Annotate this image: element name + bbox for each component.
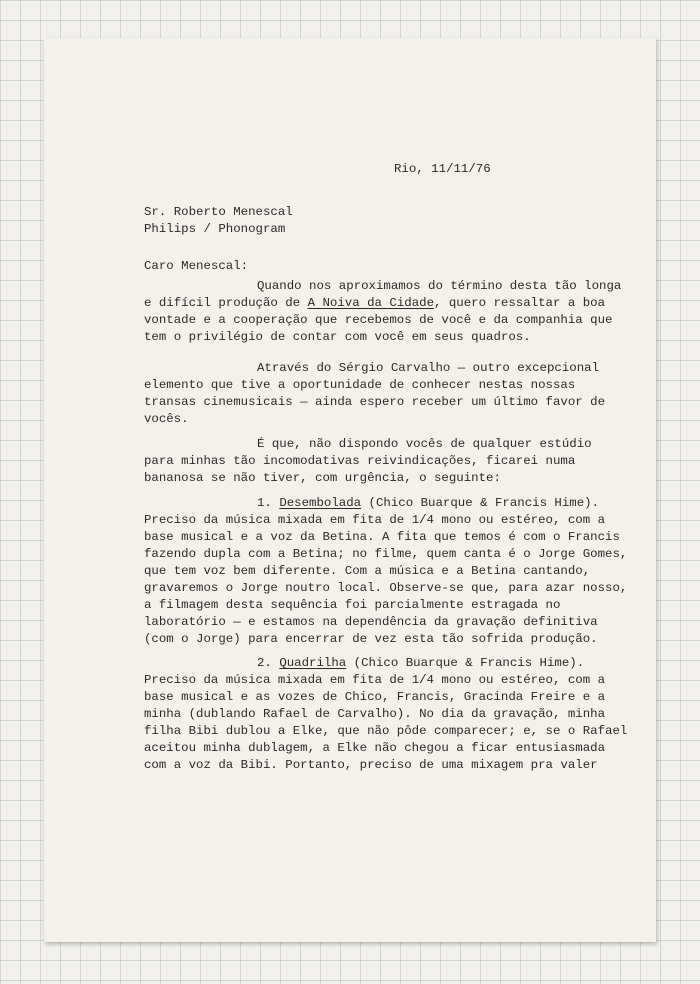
item1-line: base musical e a voz da Betina. A fita que temos é com o Francis	[144, 530, 620, 544]
item1-line: que tem voz bem diferente. Com a música e a Betina cantando,	[144, 564, 591, 578]
tape-width: 1/4	[411, 673, 434, 687]
item2-line: com a voz da Bibi. Portanto, preciso de uma mixagem pra valer	[144, 758, 598, 772]
salutation: Caro Menescal:	[144, 259, 249, 273]
tape-width: 1/4	[411, 513, 434, 527]
item2-line: base musical e as vozes de Chico, Francis, Gracinda Freire e a	[144, 690, 606, 704]
item1-line: laboratório — e estamos na dependência da gravação definitiva	[144, 615, 598, 629]
film-title: A Noiva da Cidade	[307, 296, 434, 310]
item1-text: mono ou estéreo, com a	[434, 513, 606, 527]
item-number: 2.	[257, 656, 280, 670]
p3-line: É que, não dispondo vocês de qualquer estúdio	[257, 437, 592, 451]
p1-text: e difícil produção de	[144, 296, 308, 310]
item2-text: mono ou estéreo, com a	[434, 673, 606, 687]
item1-heading	[257, 495, 599, 512]
p1-text: , quero ressaltar a boa	[434, 296, 606, 310]
item2-line: minha (dublando Rafael de Carvalho). No dia da gravação, minha	[144, 707, 606, 721]
item2-heading	[257, 655, 584, 672]
item1-line: (com o Jorge) para encerrar de vez esta tão sofrida produção.	[144, 632, 598, 646]
song-title: Quadrilha	[279, 656, 347, 670]
p1-line: vontade e a cooperação que recebemos de você e da companhia que	[144, 313, 613, 327]
item1-line: fazendo dupla com a Betina; no filme, quem canta é o Jorge Gomes,	[144, 547, 628, 561]
p2-line: Através do Sérgio Carvalho — outro excepcional	[257, 361, 600, 375]
item1-line: gravaremos o Jorge noutro local. Observe-se que, para azar nosso,	[144, 581, 628, 595]
song-title: Desembolada	[279, 496, 362, 510]
letter-body	[144, 38, 664, 814]
p1-line: Quando nos aproximamos do término desta tão longa	[257, 279, 622, 293]
item2-line: aceitou minha dublagem, a Elke não chegou a ficar entusiasmada	[144, 741, 606, 755]
item-number: 1.	[257, 496, 280, 510]
p1-line: tem o privilégio de contar com você em seus quadros.	[144, 330, 531, 344]
p1-line	[144, 295, 605, 312]
item2-line	[144, 672, 605, 689]
item1-line	[144, 512, 605, 529]
p2-line: vocês.	[144, 412, 189, 426]
item2-line: filha Bibi dublou a Elke, que não pôde comparecer; e, se o Rafael	[144, 724, 628, 738]
p2-line: elemento que tive a oportunidade de conhecer nestas nossas	[144, 378, 576, 392]
letter-paper	[44, 38, 656, 942]
song-credit: (Chico Buarque & Francis Hime).	[361, 496, 600, 510]
p3-line: para minhas tão incomodativas reivindicações, ficarei numa	[144, 454, 576, 468]
p3-line: bananosa se não tiver, com urgência, o seguinte:	[144, 471, 501, 485]
recipient-company: Philips / Phonogram	[144, 222, 286, 236]
item2-text: Preciso da música mixada em fita de	[144, 673, 412, 687]
item1-line: a filmagem desta sequência foi parcialmente estragada no	[144, 598, 561, 612]
song-credit: (Chico Buarque & Francis Hime).	[346, 656, 585, 670]
p2-line: transas cinemusicais — ainda espero receber um último favor de	[144, 395, 606, 409]
letter-date: Rio, 11/11/76	[394, 162, 491, 176]
item1-text: Preciso da música mixada em fita de	[144, 513, 412, 527]
recipient-name: Sr. Roberto Menescal	[144, 205, 293, 219]
